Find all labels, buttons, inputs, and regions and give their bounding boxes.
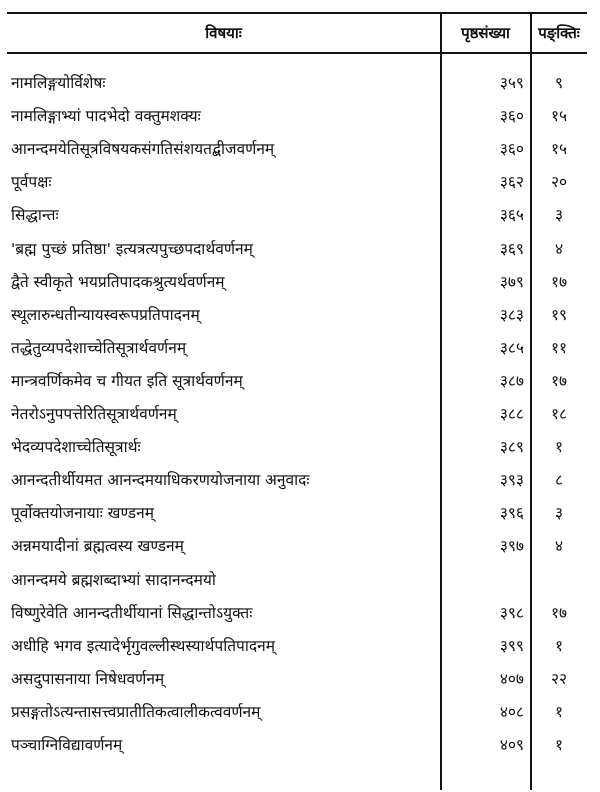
page-number-cell: ४०८ — [499, 702, 524, 721]
subject-cell: आनन्दमये ब्रह्मशब्दाभ्यां सादानन्दमयो — [11, 570, 216, 589]
subject-cell: मान्त्रवर्णिकमेव च गीयत इति सूत्रार्थवर्णनम् — [11, 371, 243, 390]
line-number-cell: ४ — [554, 239, 564, 258]
page-number-cell: ३८३ — [499, 305, 524, 324]
page-number-cell: ३६० — [499, 107, 524, 126]
page-number-cell: ४०७ — [499, 669, 524, 688]
line-number-cell: १७ — [550, 371, 568, 390]
page-number-cell: ३८७ — [499, 371, 524, 390]
page-number-cell: ४०९ — [499, 736, 524, 754]
line-number-cell: १७ — [550, 603, 568, 622]
subject-cell: 'ब्रह्म पुच्छं प्रतिष्ठा' इत्यत्रत्यपुच्छपदार्थवर्णनम् — [11, 239, 253, 258]
table-row — [7, 464, 587, 497]
table-row — [7, 233, 587, 266]
subject-cell: आनन्दतीर्थीयमत आनन्दमयाधिकरणयोजनाया अनुवादः — [11, 471, 310, 490]
table-row — [7, 299, 587, 332]
table-row — [7, 133, 587, 166]
table-row — [7, 431, 587, 464]
line-number-cell: १५ — [550, 140, 568, 159]
line-number-cell: ८ — [554, 471, 564, 490]
header-subject: विषयाः — [205, 24, 242, 42]
page-number-cell: ३७९ — [499, 272, 524, 291]
subject-cell: आनन्दमयेतिसूत्रविषयकसंगतिसंशयतद्बीजवर्णनम् — [11, 140, 275, 159]
line-number-cell: २२ — [550, 669, 568, 688]
page-number-cell: ३६२ — [499, 173, 524, 192]
line-number-cell: १५ — [550, 107, 568, 126]
table-row — [7, 266, 587, 299]
table-row — [7, 597, 587, 630]
table-row — [7, 696, 587, 729]
table-row — [7, 663, 587, 696]
subject-cell: पञ्चाग्निविद्यावर्णनम् — [11, 736, 123, 754]
line-number-cell: २० — [550, 173, 568, 192]
page-number-cell: ३६९ — [499, 239, 524, 258]
line-number-cell: १७ — [550, 272, 568, 291]
table-row — [7, 398, 587, 431]
line-number-cell: ३ — [554, 504, 564, 523]
page-number-cell: ३९६ — [499, 504, 524, 523]
subject-cell: प्रसङ्गतोऽत्यन्तासत्त्वप्रातीतिकत्वालीकत्ववर्णनम् — [11, 702, 261, 721]
line-number-cell: १८ — [550, 405, 568, 423]
subject-cell: पूर्वोक्तयोजनायाः खण्डनम् — [11, 504, 154, 523]
subject-cell: नेतरोऽनुपपत्तेरितिसूत्रार्थवर्णनम् — [11, 405, 177, 423]
line-number-cell: १ — [554, 702, 564, 721]
page-number-cell: ३८९ — [499, 438, 524, 457]
subject-cell: असदुपासनाया निषेधवर्णनम् — [11, 669, 165, 688]
subject-cell: अधीहि भगव इत्यादेर्भृगुवल्लीस्थस्यार्थपतिपादनम् — [11, 636, 275, 655]
table-row — [7, 67, 587, 100]
line-number-cell: १ — [554, 736, 564, 754]
page-number-cell: ३८८ — [499, 405, 524, 423]
subject-cell: नामलिङ्गाभ्यां पादभेदो वक्तुमशक्यः — [11, 107, 201, 126]
table-top-rule — [7, 12, 587, 14]
subject-cell: नामलिङ्गयोर्विशेषः — [11, 74, 106, 92]
subject-cell: भेदव्यपदेशाच्चेतिसूत्रार्थः — [11, 438, 141, 457]
table-row — [7, 100, 587, 133]
line-number-cell: ४ — [554, 537, 564, 556]
table-row — [7, 564, 587, 597]
line-number-cell: १ — [554, 438, 564, 457]
line-number-cell: १९ — [550, 305, 568, 324]
table-row — [7, 365, 587, 398]
page-number-cell: ३५९ — [499, 74, 524, 92]
header-page-number: पृष्ठसंख्या — [461, 24, 510, 42]
header-rule — [7, 52, 587, 54]
page-number-cell: ३६० — [499, 140, 524, 159]
subject-cell: तद्धेतुव्यपदेशाच्चेतिसूत्रार्थवर्णनम् — [11, 338, 187, 357]
subject-cell: अन्नमयादीनां ब्रह्मत्वस्य खण्डनम् — [11, 537, 184, 556]
table-row — [7, 630, 587, 663]
subject-cell: द्वैते स्वीकृते भयप्रतिपादकश्रुत्यर्थवर्णनम् — [11, 272, 225, 291]
subject-cell: पूर्वपक्षः — [11, 173, 52, 192]
line-number-cell: ३ — [554, 206, 564, 225]
page-number-cell: ३९९ — [499, 636, 524, 655]
table-row — [7, 199, 587, 232]
page-number-cell: ३९७ — [499, 537, 524, 556]
header-line-number: पङ्क्तिः — [538, 24, 580, 42]
table-row — [7, 729, 587, 762]
page-number-cell: ३८५ — [499, 338, 524, 357]
subject-cell: विष्णुरेवेति आनन्दतीर्थीयानां सिद्धान्तोऽयुक्तः — [11, 603, 253, 622]
line-number-cell: ९ — [554, 74, 564, 92]
table-row — [7, 530, 587, 563]
page-number-cell: ३६५ — [499, 206, 524, 225]
table-row — [7, 497, 587, 530]
line-number-cell: ११ — [550, 338, 568, 357]
subject-cell: स्थूलारुन्धतीन्यायस्वरूपप्रतिपादनम् — [11, 305, 200, 324]
page-number-cell: ३९८ — [499, 603, 524, 622]
subject-cell: सिद्धान्तः — [11, 206, 59, 225]
table-row — [7, 166, 587, 199]
line-number-cell: १ — [554, 636, 564, 655]
table-row — [7, 332, 587, 365]
page-number-cell: ३९३ — [499, 471, 524, 490]
